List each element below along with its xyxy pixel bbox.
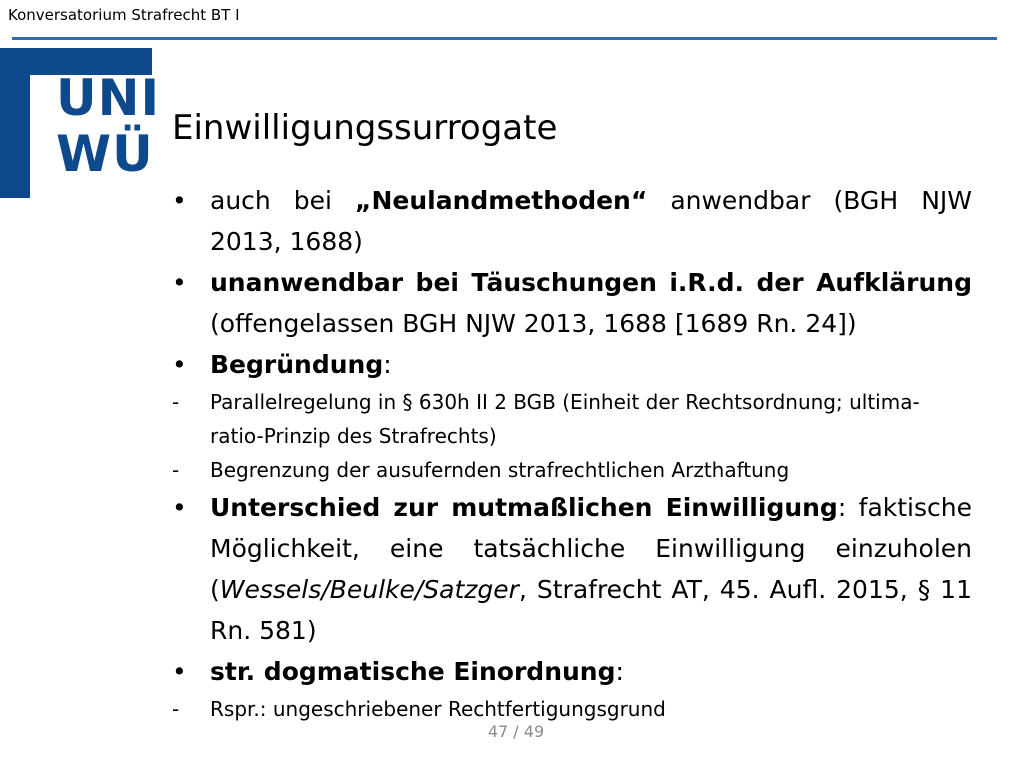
sub-bullet-text: Rspr.: ungeschriebener Rechtfertigungsgrund <box>210 697 666 721</box>
bullet-text-bold: „Neulandmethoden“ <box>355 186 648 215</box>
bullet-item <box>172 180 972 262</box>
bullet-item <box>172 344 972 385</box>
sub-bullet-item <box>172 453 972 487</box>
page-number: 47 / 49 <box>487 722 545 741</box>
sub-bullet-item <box>172 385 972 453</box>
dash-marker: - <box>172 697 180 721</box>
bullet-marker: • <box>172 268 187 297</box>
sub-bullet-text: Begrenzung der ausufernden strafrechtlichen Arzthaftung <box>210 458 790 482</box>
sub-bullet-item <box>172 692 972 726</box>
bullet-marker: • <box>172 493 187 522</box>
header-divider <box>12 37 997 40</box>
slide-title: Einwilligungssurrogate <box>172 108 558 148</box>
bullet-marker: • <box>172 350 187 379</box>
bullet-marker: • <box>172 657 187 686</box>
bullet-marker: • <box>172 186 187 215</box>
bullet-text-bold: str. dogmatische Einordnung <box>210 657 616 686</box>
university-logo <box>0 48 161 198</box>
bullet-text-bold: unanwendbar bei Täuschungen i.R.d. der Aufklärung <box>210 268 972 297</box>
dash-marker: - <box>172 390 180 414</box>
bullet-text-bold: Unterschied zur mutmaßlichen Einwilligung <box>210 493 838 522</box>
logo-text-line1: UNI <box>56 69 161 127</box>
slide-content <box>172 180 972 726</box>
bullet-text: , Strafrecht AT, 45. Aufl. 2015, § 11 Rn. 581) <box>210 575 972 645</box>
bullet-text: : <box>615 657 624 686</box>
bullet-text: (offengelassen BGH NJW 2013, 1688 [1689 Rn. 24]) <box>210 309 857 338</box>
bullet-text: : faktische Möglichkeit, eine tatsächliche Einwilligung einzuholen ( <box>210 493 972 604</box>
dash-marker: - <box>172 458 180 482</box>
bullet-item <box>172 262 972 344</box>
bullet-item <box>172 487 972 651</box>
sub-bullet-text: Parallelregelung in § 630h II 2 BGB (Einheit der Rechtsordnung; ultima-ratio-Prinzip des Strafrechts) <box>210 390 920 448</box>
bullet-text: anwendbar (BGH NJW 2013, 1688) <box>210 186 972 256</box>
logo-text-line2: WÜ <box>56 125 154 183</box>
bullet-text-italic: Wessels/Beulke/Satzger <box>219 575 519 604</box>
bullet-text-bold: Begründung <box>210 350 384 379</box>
bullet-text: auch bei <box>210 186 356 215</box>
header-title: Konversatorium Strafrecht BT I <box>8 6 240 24</box>
bullet-text: : <box>383 350 392 379</box>
bullet-item <box>172 651 972 692</box>
